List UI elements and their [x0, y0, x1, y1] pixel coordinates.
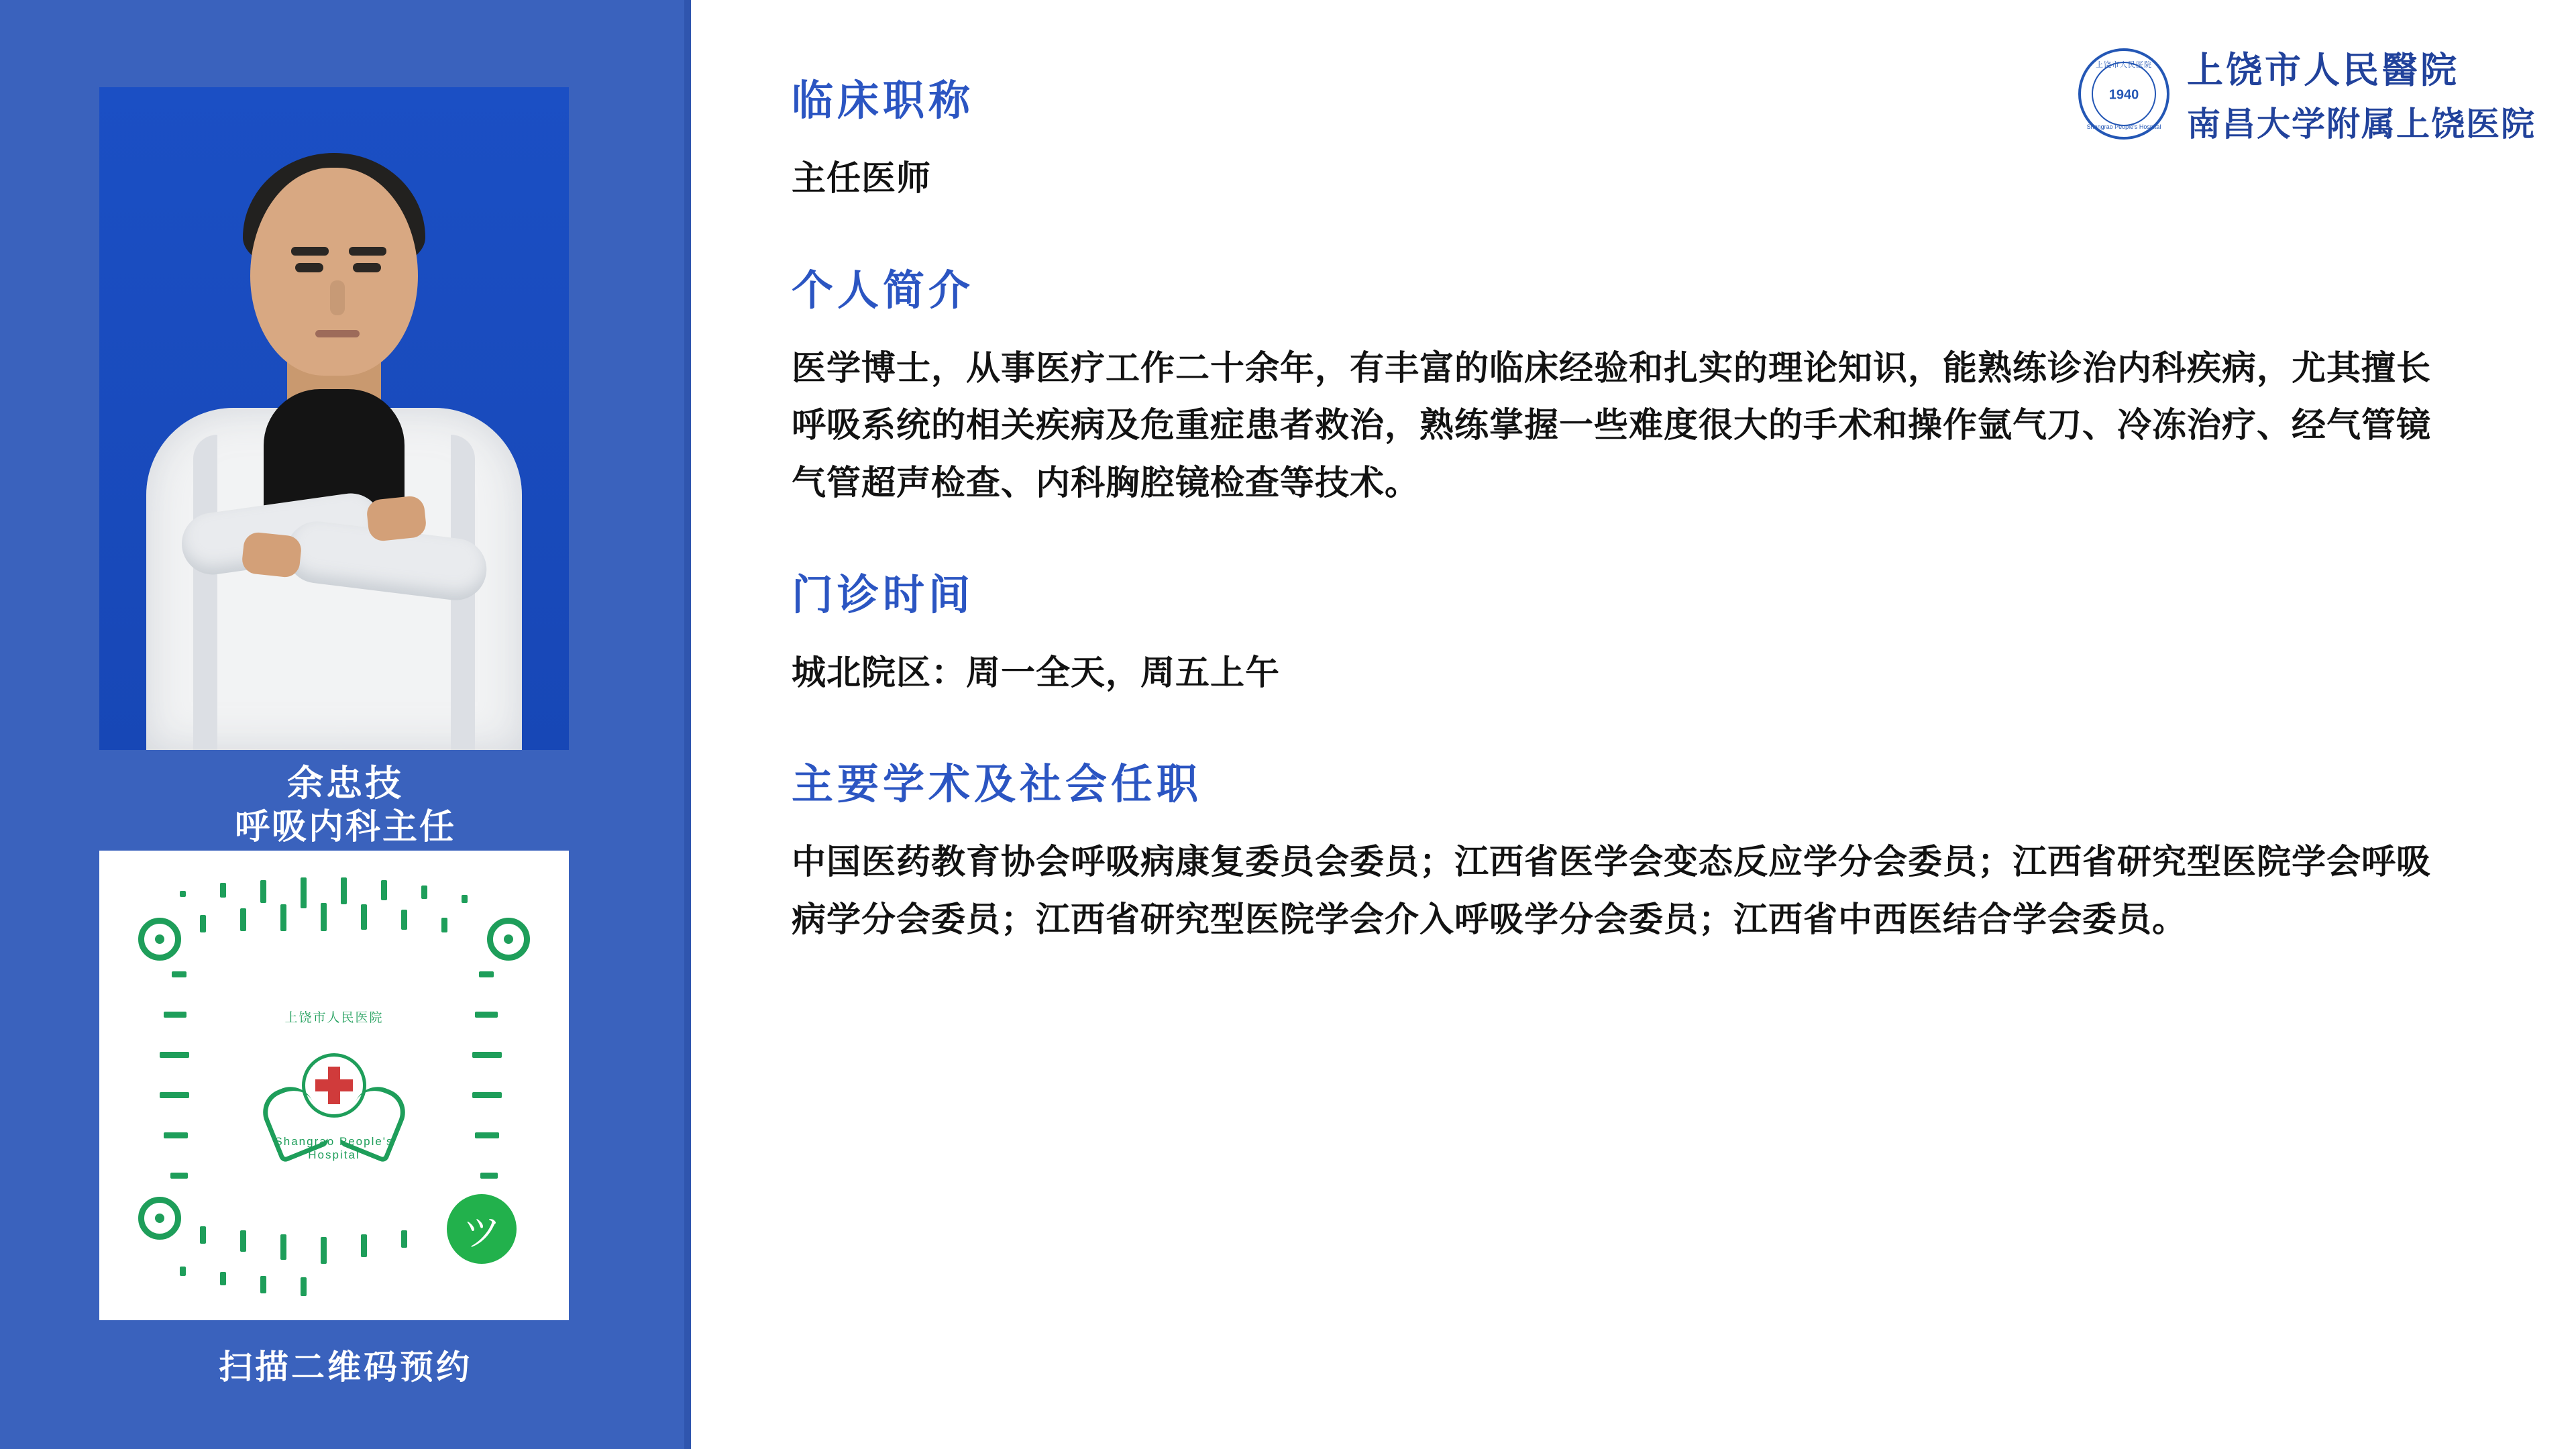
- doctor-name: 余忠技: [287, 763, 404, 804]
- portrait-eye-right: [353, 263, 381, 272]
- portrait-illustration: [99, 87, 569, 750]
- qr-pattern: [99, 851, 569, 1320]
- wechat-badge-icon: [447, 1194, 517, 1264]
- left-blue-panel: [0, 0, 691, 1449]
- hospital-seal-year: 1940: [2108, 87, 2139, 103]
- hospital-name-line2: 南昌大学附属上饶医院: [2187, 105, 2536, 143]
- section-body: 中国医药教育协会呼吸病康复委员会委员；江西省医学会变态反应学分会委员；江西省研究型医院学会呼吸病学分会委员；江西省研究型医院学会介入呼吸学分会委员；江西省中西医结合学会委员。: [792, 844, 2432, 940]
- section-academic-positions: [792, 751, 2442, 949]
- qr-logo-top-text: 上饶市人民医院: [284, 1011, 384, 1025]
- section-body: 医学博士，从事医疗工作二十余年，有丰富的临床经验和扎实的理论知识，能熟练诊治内科疾病，尤其擅长呼吸系统的相关疾病及危重症患者救治，熟练掌握一些难度很大的手术和操作氩气刀、冷冻治疗、经气管镜气管超声检查、内科胸腔镜检查等技术。: [792, 350, 2432, 503]
- portrait-hand-right: [241, 531, 303, 579]
- panel-edge-divider: [684, 0, 691, 1449]
- portrait-brow-right: [349, 247, 386, 256]
- section-clinic-hours: [792, 561, 2442, 703]
- portrait-brow-left: [291, 247, 329, 256]
- section-heading: 临床职称: [792, 78, 975, 124]
- qr-logo-cross-icon: [302, 1053, 366, 1118]
- qr-center-hospital-logo: [247, 998, 421, 1173]
- hospital-name-line1: 上饶市人民醫院: [2187, 50, 2459, 91]
- portrait-eye-left: [295, 263, 323, 272]
- section-body: 城北院区：周一全天，周五上午: [792, 654, 1281, 692]
- portrait-coat-fold-left: [193, 435, 217, 750]
- qr-eye-bottom-left: [138, 1197, 181, 1240]
- qr-code[interactable]: [99, 851, 569, 1320]
- portrait-nose: [330, 280, 345, 315]
- section-personal-profile: [792, 257, 2442, 513]
- qr-eye-top-left: [138, 918, 181, 961]
- doctor-position: 呼吸内科主任: [234, 808, 456, 847]
- section-clinical-title: [792, 67, 2442, 209]
- section-body: 主任医师: [792, 160, 932, 198]
- hospital-seal-top-text: 上饶市人民医院: [2096, 60, 2152, 69]
- qr-caption: 扫描二维码预约: [219, 1348, 472, 1386]
- portrait-mouth: [315, 330, 360, 337]
- right-content-panel: [691, 0, 2576, 1449]
- wechat-glyph: ツ: [462, 1210, 502, 1255]
- qr-eye-top-right: [487, 918, 530, 961]
- portrait-hand-left: [366, 495, 427, 543]
- section-heading: 主要学术及社会任职: [792, 762, 1203, 808]
- qr-logo-bottom-text: Shangrao People's Hospital: [274, 1135, 394, 1161]
- doctor-photo: [99, 87, 569, 750]
- portrait-head: [250, 168, 418, 376]
- hospital-seal-bottom-text: Shangrao People's Hospital: [2086, 123, 2161, 130]
- profile-sections: [792, 67, 2442, 998]
- section-heading: 门诊时间: [792, 572, 975, 619]
- section-heading: 个人简介: [792, 268, 975, 314]
